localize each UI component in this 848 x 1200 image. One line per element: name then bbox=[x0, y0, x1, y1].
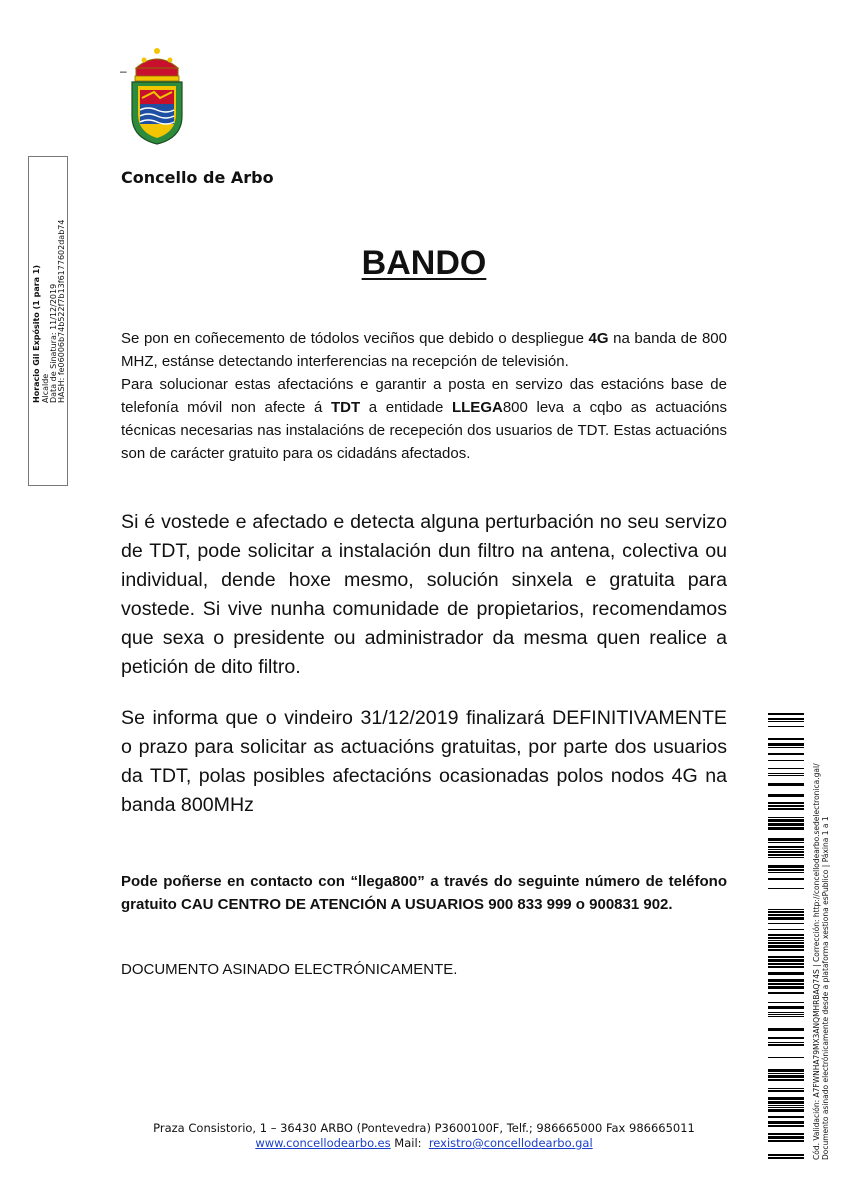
signature-date: Data de Sinatura: 11/12/2019 bbox=[49, 283, 58, 403]
text-span: na banda de 800 MHZ, estánse detectando interferencias na recepción de televisión. bbox=[121, 330, 727, 370]
footer-links bbox=[0, 1136, 848, 1150]
intro-paragraph-a bbox=[121, 327, 727, 373]
text-span-bold: 4G bbox=[588, 330, 609, 347]
text-span: a entidade bbox=[360, 399, 452, 416]
coat-of-arms-icon bbox=[126, 46, 188, 146]
header-dash: – bbox=[120, 64, 127, 78]
text-span-bold: LLEGA bbox=[451, 399, 503, 416]
validation-platform: Documento asinado electrónicamente desde a plataforma xestiona esPublico | Páxina 1 a 1 bbox=[821, 816, 830, 1160]
intro-paragraph-b bbox=[121, 373, 727, 465]
mail-label: Mail: bbox=[390, 1136, 429, 1150]
text-span: Se pon en coñecemento de tódolos veciños que debido o despliegue bbox=[121, 330, 589, 347]
text-span-bold: TDT bbox=[330, 399, 361, 416]
signature-name: Horacio Gil Expósito (1 para 1) bbox=[32, 264, 41, 403]
signature-role: Alcalde bbox=[41, 373, 50, 403]
signed-notice: DOCUMENTO ASINADO ELECTRÓNICAMENTE. bbox=[121, 961, 458, 978]
filter-paragraph: Si é vostede e afectado e detecta alguna perturbación no seu servizo de TDT, pode solicitar a instalación dun filtro na antena, colectiva ou individual, dende hoxe mesmo, solución sinxela e gratuita para vostede. Si vive nunha comunidade de propietarios, recomendamos que sexa o presidente ou administrador da mesma quen realice a petición de dito filtro. bbox=[121, 511, 727, 678]
validation-code: Cód. Validación: A7FWNHA79MX3ANQMHRBAQ74S | Corrección: http://concellodearbo.sedelectronica.gal/ bbox=[812, 763, 821, 1160]
footer-address: Praza Consistorio, 1 – 36430 ARBO (Pontevedra) P3600100F, Telf.; 986665000 Fax 986665011 bbox=[153, 1121, 695, 1135]
contact-paragraph: Pode poñerse en contacto con “llega800” a través do seguinte número de teléfono gratuito CAU CENTRO DE ATENCIÓN A USUARIOS 900 833 999 o 900831 902. bbox=[121, 873, 727, 913]
email-link[interactable]: rexistro@concellodearbo.gal bbox=[428, 1136, 593, 1150]
organization-name: Concello de Arbo bbox=[121, 168, 274, 187]
intro-paragraph bbox=[121, 327, 727, 465]
signature-hash: HASH: fe06006b74b522f7b13f6177602dab74 bbox=[57, 219, 66, 403]
deadline-paragraph: Se informa que o vindeiro 31/12/2019 finalizará DEFINITIVAMENTE o prazo para solicitar as actuacións gratuitas, por parte dos usuarios da TDT, polas posibles afectacións ocasionadas polos nodos 4G na banda 800MHz bbox=[121, 707, 727, 816]
text-span: 800 leva a cqbo as actuacións técnicas necesarias nas instalacións de recepeción dos usuarios de TDT. Estas actuacións son de carácter gratuito para os cidadáns afectados. bbox=[121, 399, 727, 462]
barcode-icon bbox=[768, 713, 804, 1159]
document-title: BANDO bbox=[361, 244, 487, 282]
signature-box bbox=[28, 156, 68, 486]
text-span: Para solucionar estas afectacións e garantir a posta en servizo das estacións base de telefonía móvil non afecte á bbox=[121, 376, 727, 416]
website-link[interactable]: www.concellodearbo.es bbox=[255, 1136, 391, 1150]
